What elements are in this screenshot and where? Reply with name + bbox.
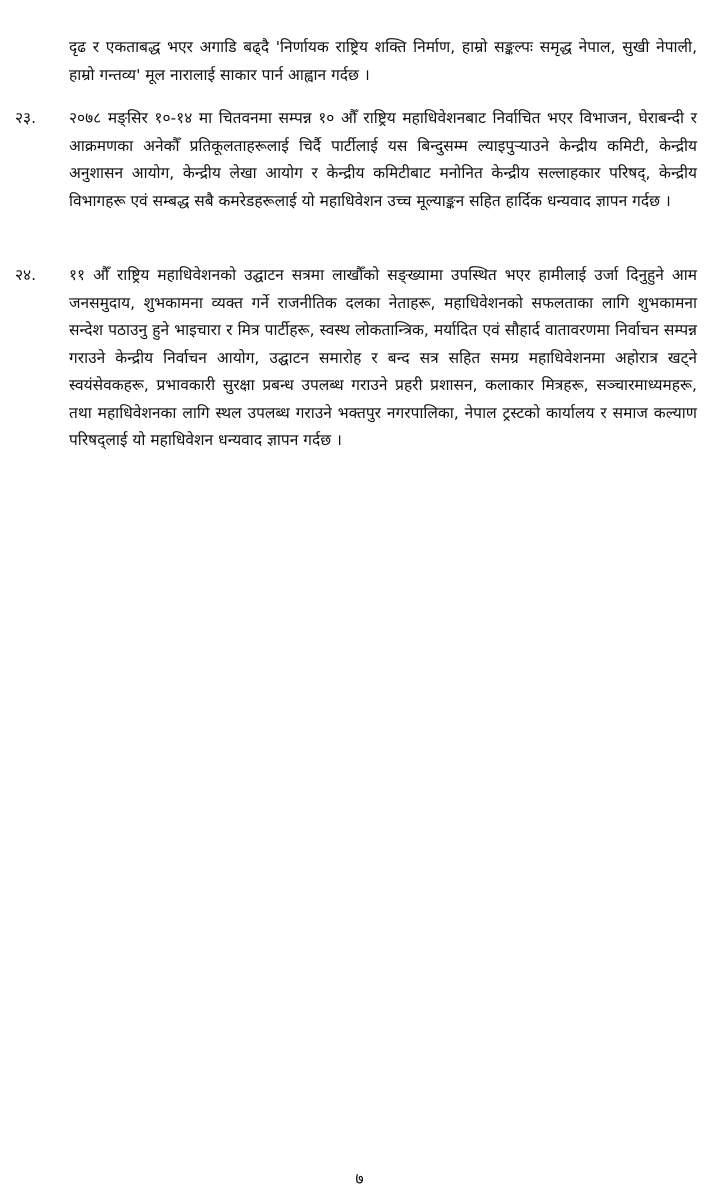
page-number: ७ xyxy=(355,1169,364,1188)
paragraph-23: २०७८ मङ्सिर १०-१४ मा चितवनमा सम्पन्न १० औँ राष्ट्रिय महाधिवेशनबाट निर्वाचित भएर विभाजन, घेराबन्दी र आक्रमणका अनेकौँ प्रतिकूलताहरूलाई चिर्दै पार्टीलाई यस बिन्दुसम्म ल्याइपुऱ्याउने केन्द्रीय कमिटी, केन्द्रीय अनुशासन आयोग, केन्द्रीय लेखा आयोग र केन्द्रीय कमिटीबाट मनोनित केन्द्रीय सल्लाहकार परिषद्, केन्द्रीय विभागहरू एवं सम्बद्ध सबै कमरेडहरूलाई यो महाधिवेशन उच्च मूल्याङ्कन सहित हार्दिक धन्यवाद ज्ञापन गर्दछ । xyxy=(69,109,697,210)
paragraph-24: ११ औँ राष्ट्रिय महाधिवेशनको उद्घाटन सत्रमा लाखौँको सङ्ख्यामा उपस्थित भएर हामीलाई उर्जा दिनुहुने आम जनसमुदाय, शुभकामना व्यक्त गर्ने राजनीतिक दलका नेताहरू, महाधिवेशनको सफलताका लागि शुभकामना सन्देश पठाउनु हुने भाइचारा र मित्र पार्टीहरू, स्वस्थ लोकतान्त्रिक, मर्यादित एवं सौहार्द वातावरणमा निर्वाचन सम्पन्न गराउने केन्द्रीय निर्वाचन आयोग, उद्घाटन समारोह र बन्द सत्र सहित समग्र महाधिवेशनमा अहोरात्र खट्ने स्वयंसेवकहरू, प्रभावकारी सुरक्षा प्रबन्ध उपलब्ध गराउने प्रहरी प्रशासन, कलाकार मित्रहरू, सञ्चारमाध्यमहरू, तथा महाधिवेशनका लागि स्थल उपलब्ध गराउने भक्तपुर नगरपालिका, नेपाल ट्रस्टको कार्यालय र समाज कल्याण परिषद्लाई यो महाधिवेशन धन्यवाद ज्ञापन गर्दछ । xyxy=(69,266,697,449)
paragraph-continuation: दृढ र एकताबद्ध भएर अगाडि बढ्दै 'निर्णायक राष्ट्रिय शक्ति निर्माण, हाम्रो सङ्कल्पः समृद्ध नेपाल, सुखी नेपाली, हाम्रो गन्तव्य' मूल नारालाई साकार पार्न आह्वान गर्दछ । xyxy=(69,38,697,84)
paragraph-number-24: २४. xyxy=(15,266,37,284)
paragraph-number-23: २३. xyxy=(15,109,37,127)
